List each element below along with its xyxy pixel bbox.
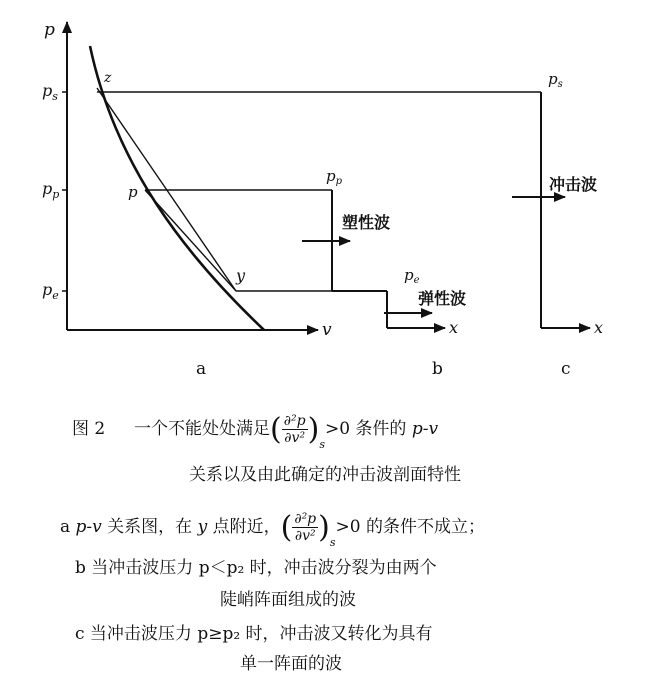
- pe-tick-label: $p_e$: [42, 280, 59, 302]
- item-a-y: y: [197, 517, 208, 537]
- v-axis-label: v: [322, 320, 332, 340]
- elastic-wave-label: 弹性波: [418, 289, 467, 308]
- pe-label-b: $p_e$: [404, 266, 420, 286]
- caption-title-pre: 一个不能处处满足: [134, 419, 271, 439]
- item-a-text3: >0 的条件不成立；: [335, 517, 485, 537]
- ps-label-c: $p_s$: [548, 70, 563, 90]
- point-z-label: z: [104, 70, 112, 86]
- caption-line-1: 图 2 一个不能处处满足( $\frac{\text{∂²p}}{\text{∂v²}}$ )$_s>0$ 条件的 p-v: [72, 412, 439, 451]
- point-p-label: p: [128, 183, 138, 201]
- item-c-text2: 单一阵面的波: [240, 654, 342, 674]
- panel-a-label: a: [196, 359, 207, 379]
- caption-item-b: [0, 553, 650, 578]
- caption-item-b-cont: [0, 585, 650, 610]
- item-a-text1: 关系图，在: [101, 517, 198, 537]
- fig-number: 图 2: [72, 419, 106, 439]
- pp-tick-label: $p_p$: [42, 179, 60, 201]
- pv-curve: [90, 46, 264, 330]
- item-b-text: b 当冲击波压力 p＜p₂ 时，冲击波分裂为由两个: [75, 558, 437, 578]
- item-a-fraction: $\frac{\text{∂²p}}{\text{∂v²}}$: [294, 511, 317, 544]
- x-axis-b-label: x: [449, 318, 459, 337]
- ps-tick-label: $p_s$: [42, 81, 58, 103]
- caption-title-line2: 关系以及由此确定的冲击波剖面特性: [189, 465, 461, 485]
- caption-item-c-cont: [0, 649, 650, 674]
- panel-c-label: c: [561, 359, 571, 379]
- caption-title-mid: >0 条件的: [324, 419, 412, 439]
- plastic-wave-label: 塑性波: [342, 213, 391, 232]
- derivative-fraction: $\frac{\text{∂²p}}{\text{∂v²}}$: [283, 413, 306, 446]
- panel-b: [302, 167, 466, 379]
- shock-wave-label: 冲击波: [549, 175, 598, 194]
- caption-line-2: [0, 460, 650, 485]
- rayleigh-line-py: [145, 190, 236, 291]
- item-a-pv: p-v: [75, 517, 102, 537]
- item-c-text: c 当冲击波压力 p≥p₂ 时，冲击波又转化为具有: [75, 624, 433, 644]
- panel-a: [42, 20, 541, 379]
- caption-item-a: a p-v 关系图，在 y 点附近，( $\frac{\text{∂²p}}{\text{∂v²}}$ )$_s>0$ 的条件不成立；: [60, 510, 485, 549]
- item-b-text2: 陡峭阵面组成的波: [220, 590, 356, 610]
- caption-title-pv: p-v: [411, 419, 439, 439]
- pp-label-b: $p_p$: [326, 167, 343, 187]
- item-a-text2: 点附近，: [207, 517, 281, 537]
- panel-c: [512, 70, 603, 379]
- point-y-label: y: [236, 266, 246, 285]
- item-a-label: a: [60, 517, 71, 537]
- x-axis-c-label: x: [594, 318, 604, 337]
- p-axis-label: p: [44, 20, 55, 40]
- caption-item-c: [0, 619, 650, 644]
- panel-b-label: b: [432, 359, 443, 379]
